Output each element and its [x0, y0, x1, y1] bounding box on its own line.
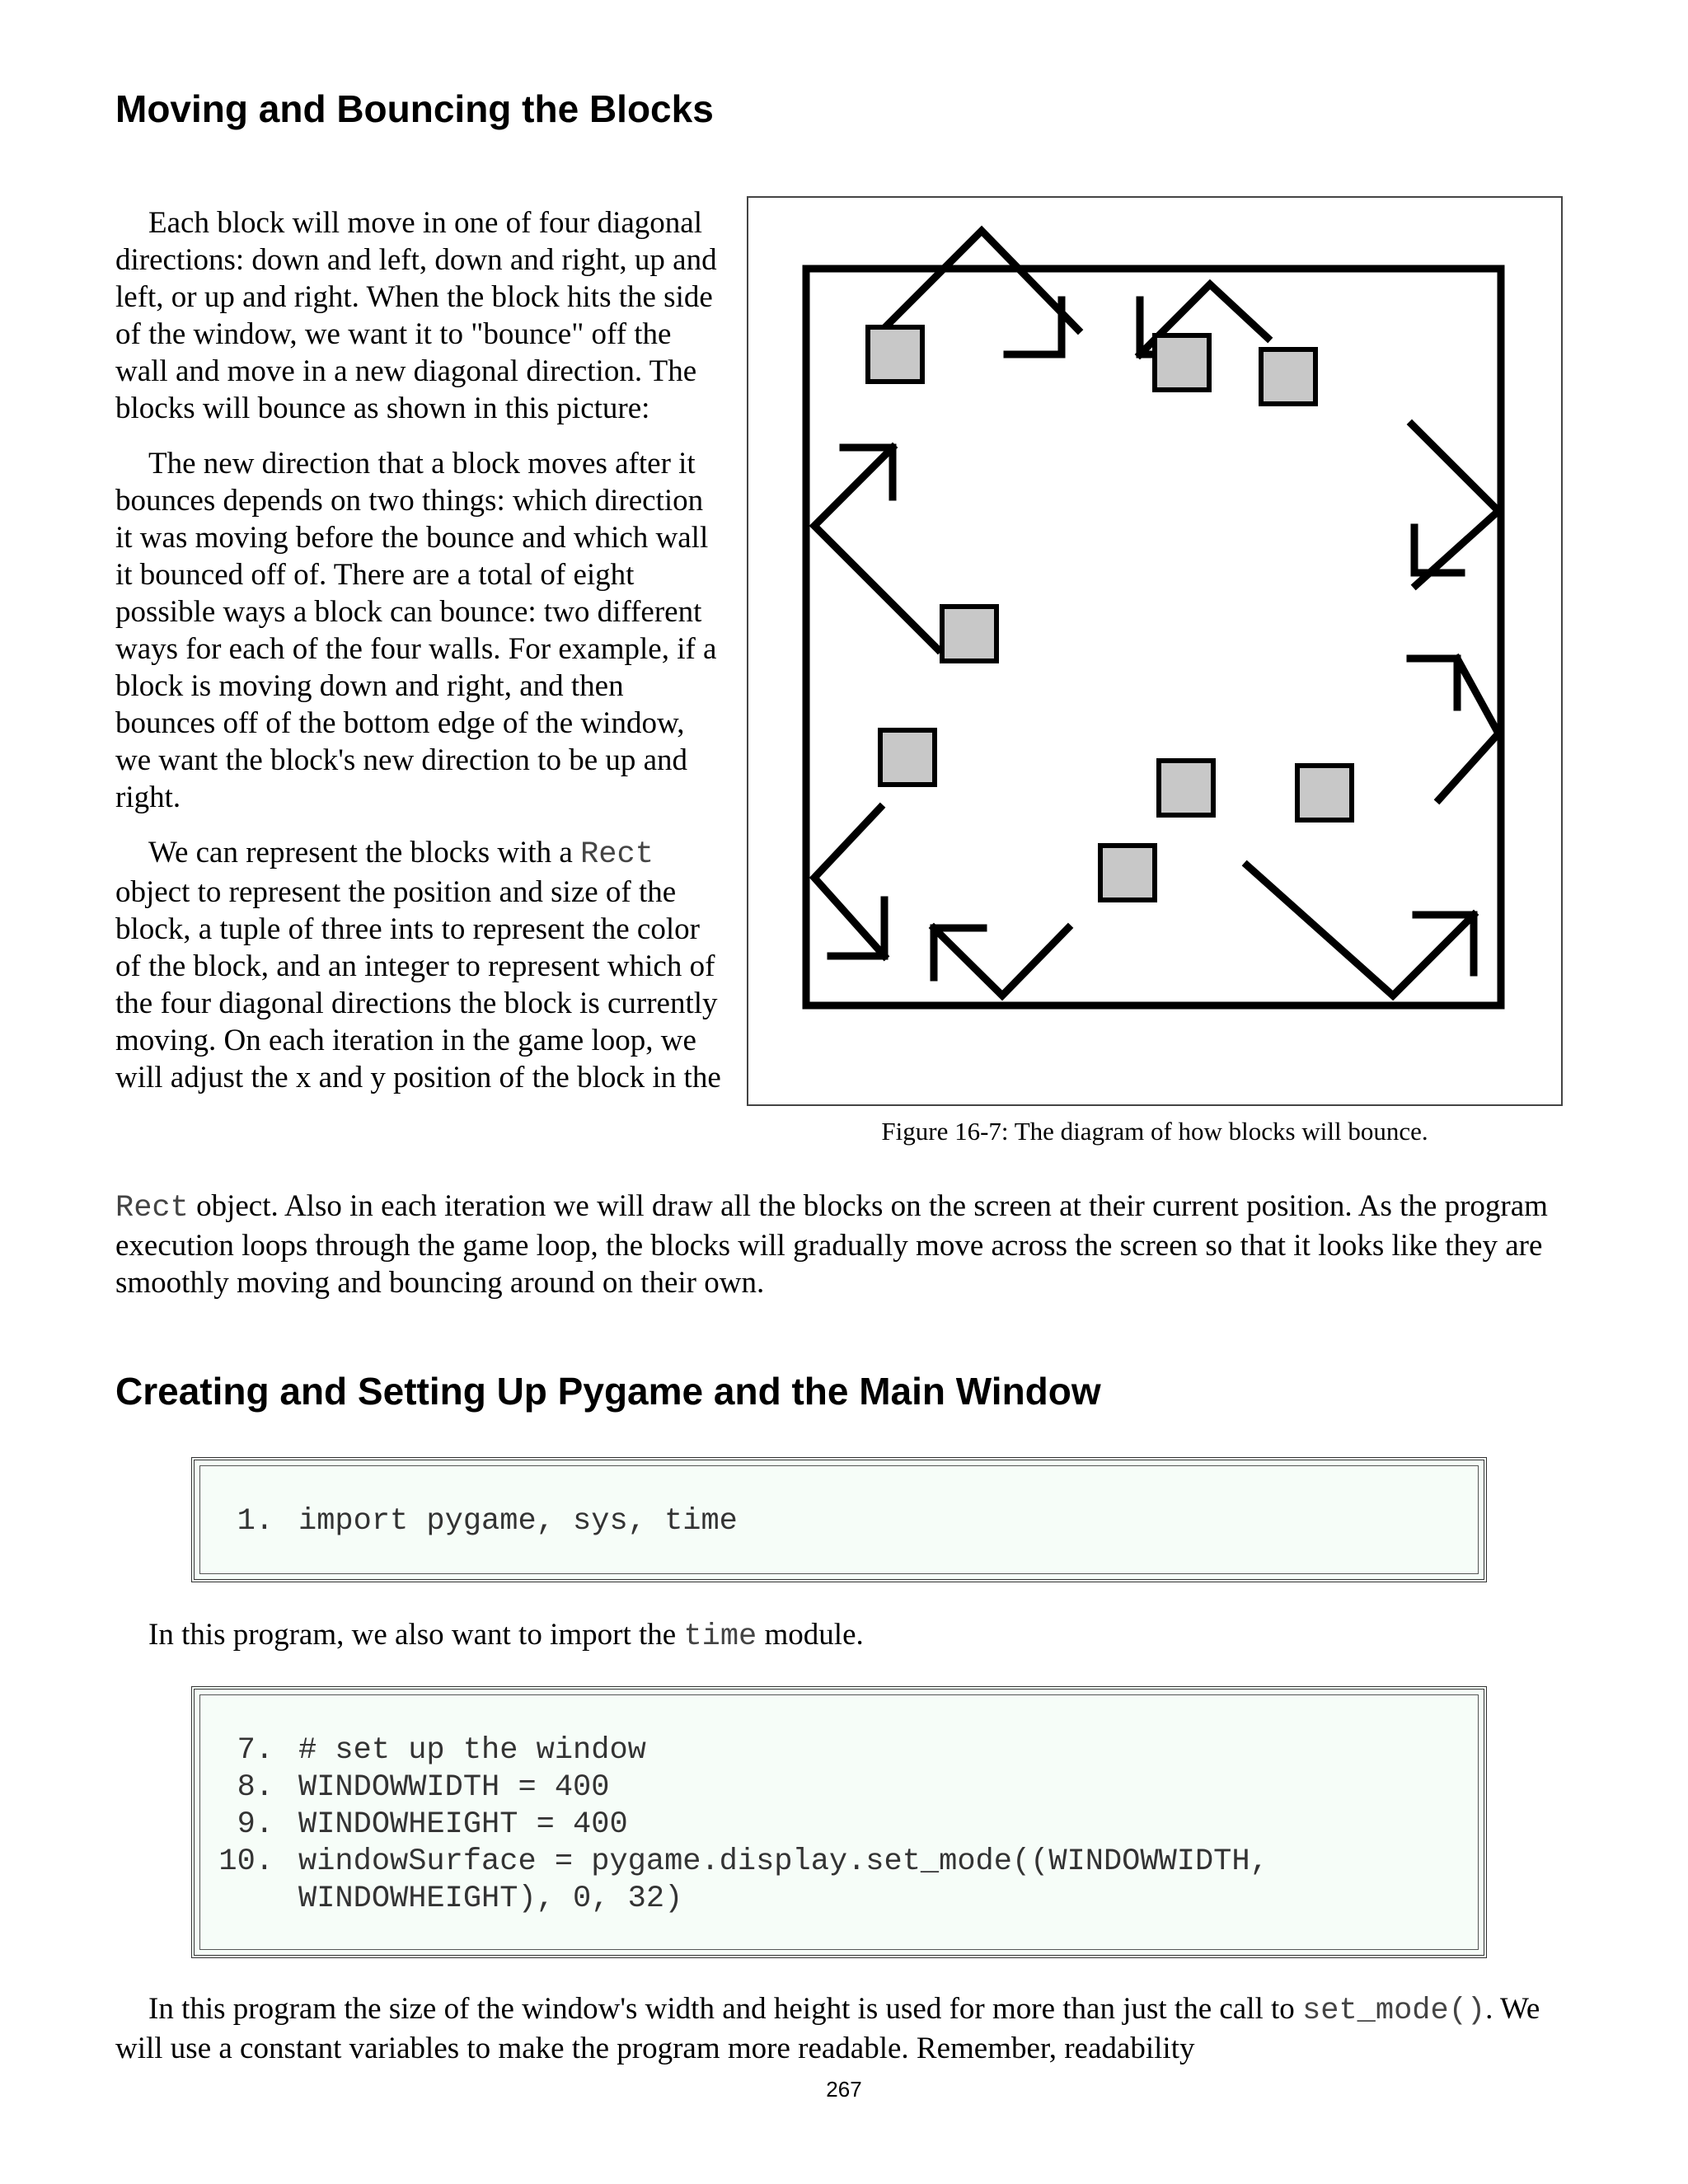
section-heading-setup-pygame: Creating and Setting Up Pygame and the Main Window [115, 1370, 1101, 1413]
code-line-text: import pygame, sys, time [298, 1504, 738, 1539]
paragraph-bounce-rules: The new direction that a block moves after it bounces depends on two things: which direction it was moving before the bounce and which wall it bounced off of. There are a total of eight possible ways a block can bounce: two different ways for each of the four walls. For example, if a block is moving down and right, and then bounces off of the bottom edge of the window, we want the block's new direction to be up and right. [115, 447, 717, 814]
code-line [183, 1844, 1268, 1881]
block-6 [1159, 761, 1213, 815]
code-listing-window-setup [191, 1686, 1487, 1958]
block-2 [1155, 335, 1209, 390]
code-line [183, 1503, 738, 1540]
bounce-arrow-1 [883, 231, 1078, 330]
text-segment: In this program the size of the window's width and height is used for more than just the call to [148, 1992, 1303, 2026]
code-line [183, 1881, 682, 1918]
code-line [183, 1807, 628, 1844]
block-3 [1261, 349, 1315, 404]
bounce-diagram-figure [747, 196, 1563, 1106]
text-segment: object to represent the position and size of the block, a tuple of three ints to represent the color of the block, and an integer to represent which of the four diagonal directions the block is currently moving. On each iteration in the game loop, we will adjust the x and y position of the block in the [115, 875, 721, 1094]
code-line-text: # set up the window [298, 1733, 646, 1768]
block-1 [868, 327, 922, 382]
bounce-arrow-14 [934, 928, 1068, 996]
paragraph-directions: Each block will move in one of four diagonal directions: down and left, down and right, up and left, or up and right. When the block hits the side of the window, we want it to "bounce" off the wall and move in a new diagonal direction. The blocks will bounce as shown in this picture: [115, 206, 717, 425]
code-line-text: WINDOWWIDTH = 400 [298, 1770, 610, 1805]
page-number: 267 [826, 2077, 862, 2102]
text-segment: In this program, we also want to import the [148, 1618, 684, 1652]
bounce-arrow-8 [1439, 658, 1498, 799]
code-line-number: 9. [237, 1807, 274, 1842]
bounce-diagram [748, 198, 1561, 1104]
code-line-text: WINDOWHEIGHT = 400 [298, 1807, 628, 1842]
code-line-text: WINDOWHEIGHT), 0, 32) [298, 1882, 683, 1916]
text-segment: module. [757, 1618, 864, 1652]
figure-caption: Figure 16-7: The diagram of how blocks will bounce. [881, 1117, 1428, 1146]
bounce-arrow-15 [1247, 865, 1474, 996]
text-segment: . We will use a constant variables to make the program more readable. Remember, readability [115, 1992, 1540, 2065]
inline-code-time: time [683, 1619, 757, 1654]
diagram-group [806, 231, 1501, 1005]
text-segment: object. Also in each iteration we will draw all the blocks on the screen at their current position. As the program execution loops through the game loop, the blocks will gradually move across the screen so that it looks like they are smoothly moving and bouncing around on their own. [115, 1189, 1548, 1300]
paragraph-window-size [115, 1990, 1574, 2067]
code-line-number: 7. [237, 1733, 274, 1768]
inline-code-set-mode: set_mode() [1302, 1994, 1486, 2028]
bounce-arrow-7 [1410, 658, 1457, 707]
bounce-arrow-5 [1412, 424, 1498, 585]
code-line-text: windowSurface = pygame.display.set_mode((WINDOWWIDTH, [298, 1844, 1268, 1879]
intro-column [115, 204, 725, 1096]
paragraph-rect-representation [115, 834, 725, 1096]
text-segment: We can represent the blocks with a [148, 836, 581, 869]
inline-code-rect: Rect [580, 837, 654, 872]
paragraph-rect-continued [115, 1188, 1574, 1301]
block-7 [1100, 846, 1155, 900]
code-listing-import [191, 1457, 1487, 1582]
code-line-number: 10. [218, 1844, 274, 1879]
code-line [183, 1732, 646, 1769]
code-line-number: 1. [237, 1504, 274, 1539]
code-line-number: 8. [237, 1770, 274, 1805]
block-4 [942, 607, 996, 661]
paragraph-import-time [148, 1616, 864, 1656]
inline-code-rect: Rect [115, 1191, 189, 1226]
bounce-arrow-11 [814, 808, 884, 956]
code-line [183, 1769, 609, 1807]
section-heading-moving-bouncing: Moving and Bouncing the Blocks [115, 87, 714, 130]
block-5 [880, 730, 935, 785]
block-8 [1297, 766, 1352, 820]
bounce-arrow-10 [814, 448, 938, 649]
